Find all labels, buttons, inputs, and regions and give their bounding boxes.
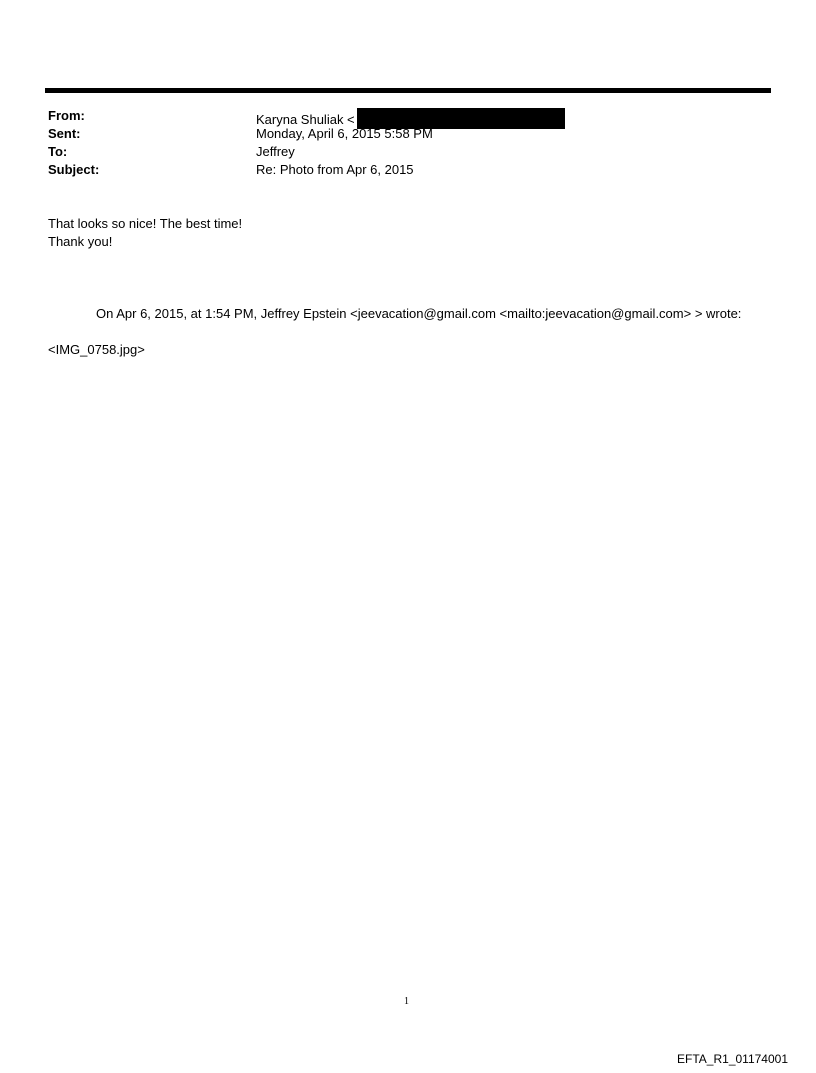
to-value: Jeffrey (256, 144, 295, 159)
to-label: To: (48, 144, 68, 159)
bates-number: EFTA_R1_01174001 (677, 1052, 788, 1066)
from-value-text: Karyna Shuliak < (256, 112, 355, 127)
sent-label: Sent: (48, 126, 81, 141)
from-label: From: (48, 108, 85, 123)
header-rule (45, 88, 771, 93)
quoted-intro: On Apr 6, 2015, at 1:54 PM, Jeffrey Epstein <jeevacation@gmail.com <mailto:jeevacation@gmail.com> > wrote: (96, 306, 742, 321)
body-line-1: That looks so nice! The best time! (48, 216, 243, 231)
attachment-name: <IMG_0758.jpg> (48, 342, 145, 357)
body-line-2: Thank you! (48, 234, 113, 249)
subject-value: Re: Photo from Apr 6, 2015 (256, 162, 414, 177)
sent-value: Monday, April 6, 2015 5:58 PM (256, 126, 433, 141)
subject-label: Subject: (48, 162, 100, 177)
page-number: 1 (404, 996, 409, 1007)
